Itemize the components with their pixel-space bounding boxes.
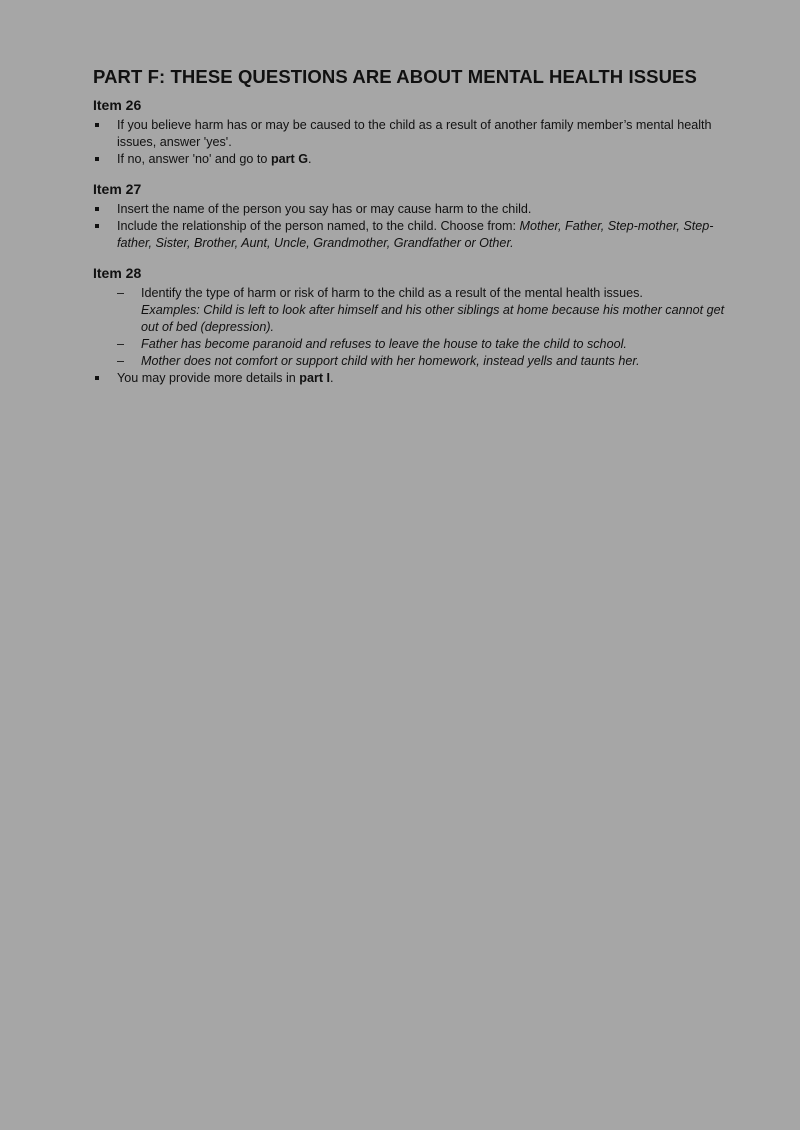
item-28-section (93, 265, 733, 387)
dash-list (93, 285, 733, 370)
part-reference: part G (270, 152, 309, 166)
list-item (93, 370, 733, 387)
list-item (93, 151, 733, 168)
item-text-end: . (308, 152, 312, 166)
list-item (93, 353, 733, 370)
bullet-list (93, 117, 733, 168)
item-text: If you believe harm has or may be caused to the child as a result of another family member’s mental health issues, answer 'yes'. (117, 118, 712, 149)
item-26-section (93, 97, 733, 168)
item-text: If no, answer 'no' and go to (117, 152, 271, 166)
item-text: You may provide more details in (117, 371, 300, 385)
instructions-page (93, 66, 733, 400)
item-27-section (93, 181, 733, 252)
item-text: Include the relationship of the person named, to the child. Choose from: (117, 219, 520, 233)
relationship-options: Mother, Father, Step-mother, Step-father, Sister, Brother, Aunt, Uncle, Grandmother, Grandfather or Other. (117, 219, 714, 250)
item-text: Insert the name of the person you say has or may cause harm to the child. (117, 202, 532, 216)
item-text: Identify the type of harm or risk of harm to the child as a result of the mental health issues. (141, 286, 643, 300)
list-item (93, 218, 733, 252)
example-text: Examples: Child is left to look after himself and his other siblings at home because his mother cannot get out of bed (depression). (141, 303, 725, 334)
item-heading: Item 27 (93, 181, 142, 197)
list-item (93, 201, 733, 218)
example-text: Father has become paranoid and refuses to leave the house to take the child to school. (141, 337, 627, 351)
bullet-list (93, 201, 733, 252)
item-heading: Item 28 (93, 265, 142, 281)
item-text-end: . (330, 371, 334, 385)
bullet-list (93, 370, 733, 387)
example-text: Mother does not comfort or support child with her homework, instead yells and taunts her. (141, 354, 640, 368)
item-heading: Item 26 (93, 97, 142, 113)
part-title: PART F: THESE QUESTIONS ARE ABOUT MENTAL HEALTH ISSUES (93, 66, 697, 87)
list-item (93, 336, 733, 353)
part-reference: part I (299, 371, 331, 385)
list-item (93, 285, 733, 336)
list-item (93, 117, 733, 151)
